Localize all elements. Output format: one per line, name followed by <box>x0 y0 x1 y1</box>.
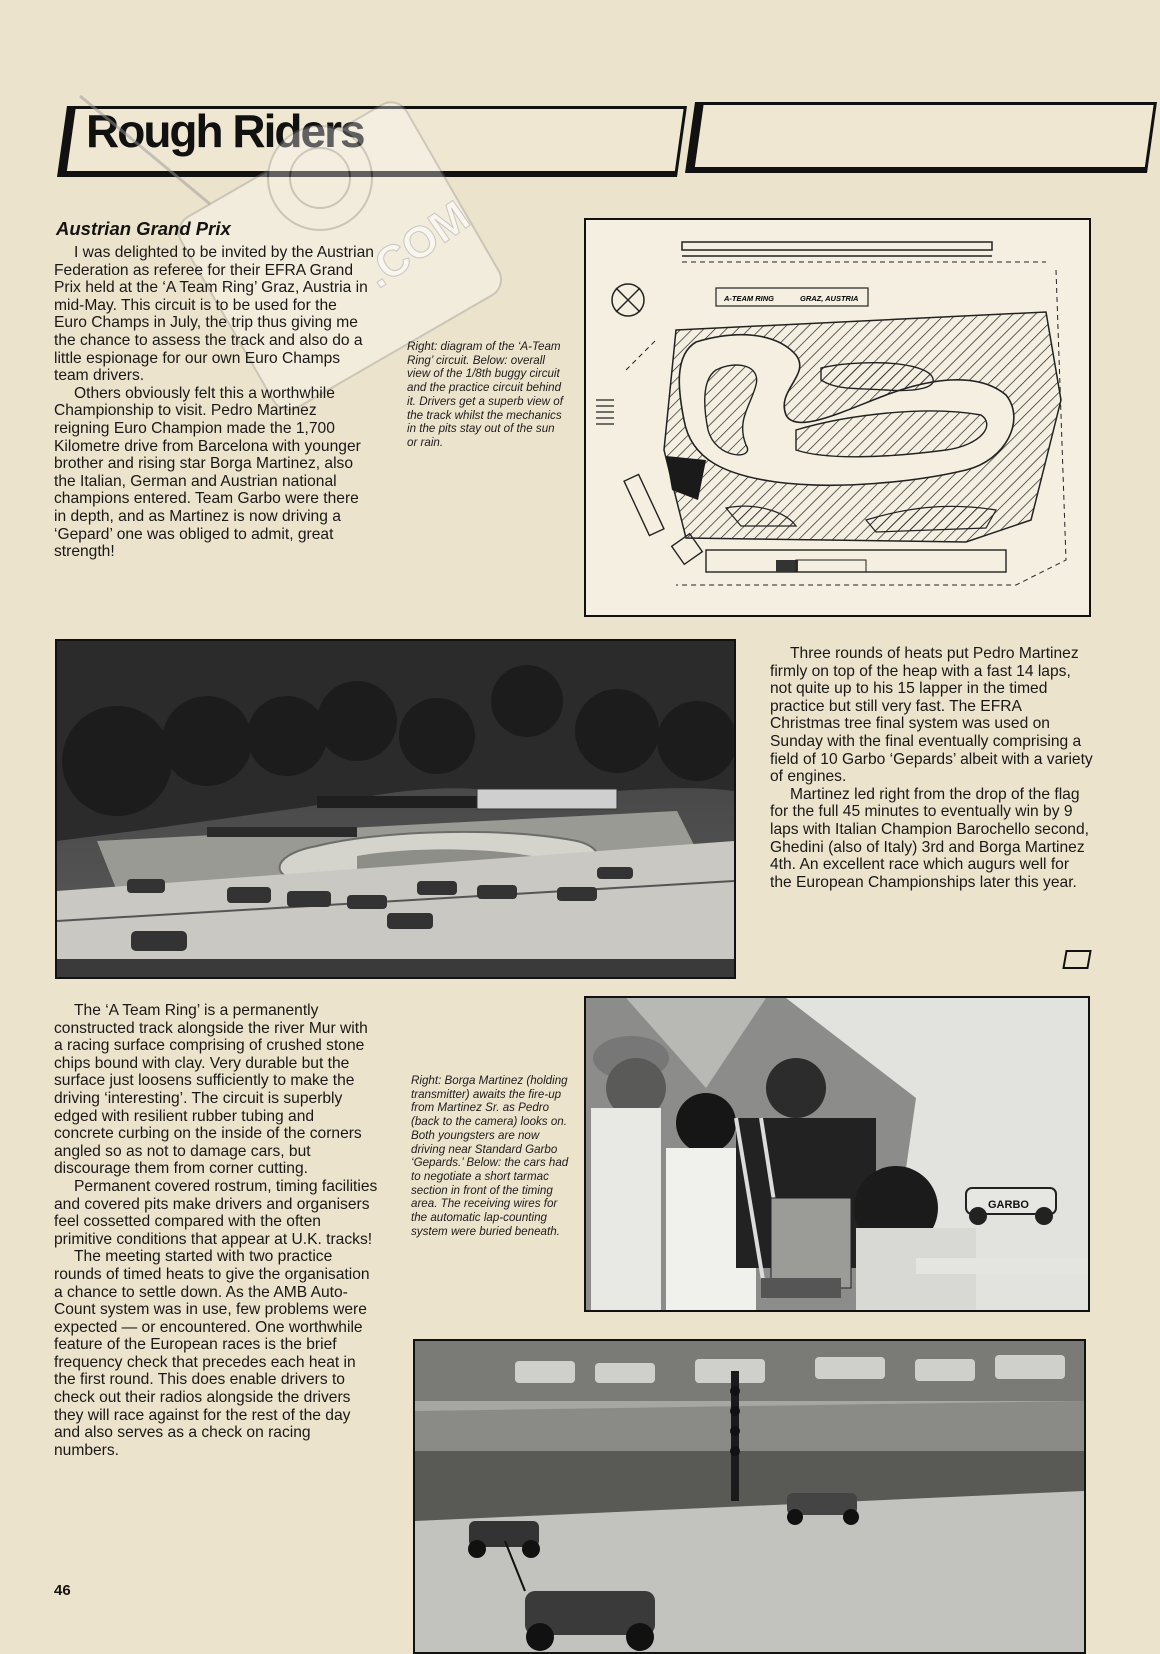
circuit-diagram <box>584 218 1091 617</box>
caption-diagram: Right: diagram of the ‘A-Team Ring’ circuit. Below: overall view of the 1/8th buggy circuit and the practice circuit behind it. Drivers get a superb view of the track whilst the mechanics in the pits stay out of the sun or rain. <box>407 340 563 449</box>
results-column <box>770 645 1095 891</box>
end-mark-icon <box>1062 950 1091 969</box>
watermark-text: .COM <box>356 191 479 298</box>
diagram-label-left: A-TEAM RING <box>724 294 774 303</box>
page-title: Rough Riders <box>86 105 364 157</box>
paragraph: The meeting started with two practice rounds of timed heats to give the organisation a chance to settle down. As the AMB Auto-Count system was in use, few problems were expected — or encountered. One worthwhile feature of the European races is the brief frequency check that precedes each heat in the first round. This does enable drivers to check out their radios alongside the drivers they will race against for the rest of the day and also serves as a check on racing numbers. <box>54 1248 370 1459</box>
intro-column <box>54 244 374 561</box>
paragraph: The ‘A Team Ring’ is a permanently constructed track alongside the river Mur with a racing surface comprising of crushed stone chips bound with clay. Very durable but the surface just loosens sufficiently to make the driving ‘interesting’. The circuit is superbly edged with resilient rubber tubing and concrete curbing on the inside of the corners angled so as not to damage cars, but discourage them from corner cutting. <box>54 1002 368 1178</box>
paragraph: Others obviously felt this a worthwhile Championship to visit. Pedro Martinez reigning Euro Champion made the 1,700 Kilometre drive from Barcelona with younger brother and rising star Borga Martinez, also the Italian, German and Austrian national champions entered. Team Garbo were there in depth, and as Martinez is now driving a ‘Gepard’ one was obliged to admit, great strength! <box>54 384 361 561</box>
paragraph: I was delighted to be invited by the Austrian Federation as referee for their EFRA Grand Prix held at the ‘A Team Ring’ Graz, Austria in mid-May. This circuit is to be used for the Euro Champs in July, the trip thus giving me the chance to assess the track and also do a little espionage for our own Euro Champs team drivers. <box>54 244 374 385</box>
car-label: GARBO <box>988 1199 1029 1211</box>
title-banner-right <box>685 102 1157 173</box>
photo-circuit-overview <box>55 639 736 979</box>
diagram-label-right: GRAZ, AUSTRIA <box>800 294 859 303</box>
track-description-column <box>54 1002 378 1459</box>
photo-cars-on-track <box>413 1339 1086 1654</box>
caption-photos: Right: Borga Martinez (holding transmitter) awaits the fire-up from Martinez Sr. as Pedro (back to the camera) looks on. Both youngsters are now driving near Standard Garbo ‘Gepards.’ Below: the cars had to negotiate a short tarmac section in front of the timing area. The receiving wires for the automatic lap-counting system were buried beneath. <box>411 1074 569 1238</box>
page-number: 46 <box>54 1582 71 1599</box>
paragraph: Three rounds of heats put Pedro Martinez firmly on top of the heap with a fast 14 laps, not quite up to his 15 lapper in the timed practice but still very fast. The EFRA Christmas tree final system was used on Sunday with the final eventually comprising a field of 10 Garbo ‘Gepards’ albeit with a variety of engines. <box>770 645 1093 786</box>
paragraph: Permanent covered rostrum, timing facilities and covered pits make drivers and organisers feel cossetted compared with the often primitive conditions that appear at U.K. tracks! <box>54 1177 378 1248</box>
photo-pits <box>584 996 1090 1312</box>
section-heading: Austrian Grand Prix <box>56 218 231 239</box>
paragraph: Martinez led right from the drop of the flag for the full 45 minutes to eventually win by 9 laps with Italian Champion Barochello second, Ghedini (also of Italy) 3rd and Borga Martinez 4th. An excellent race which augurs well for the European Championships later this year. <box>770 785 1089 891</box>
